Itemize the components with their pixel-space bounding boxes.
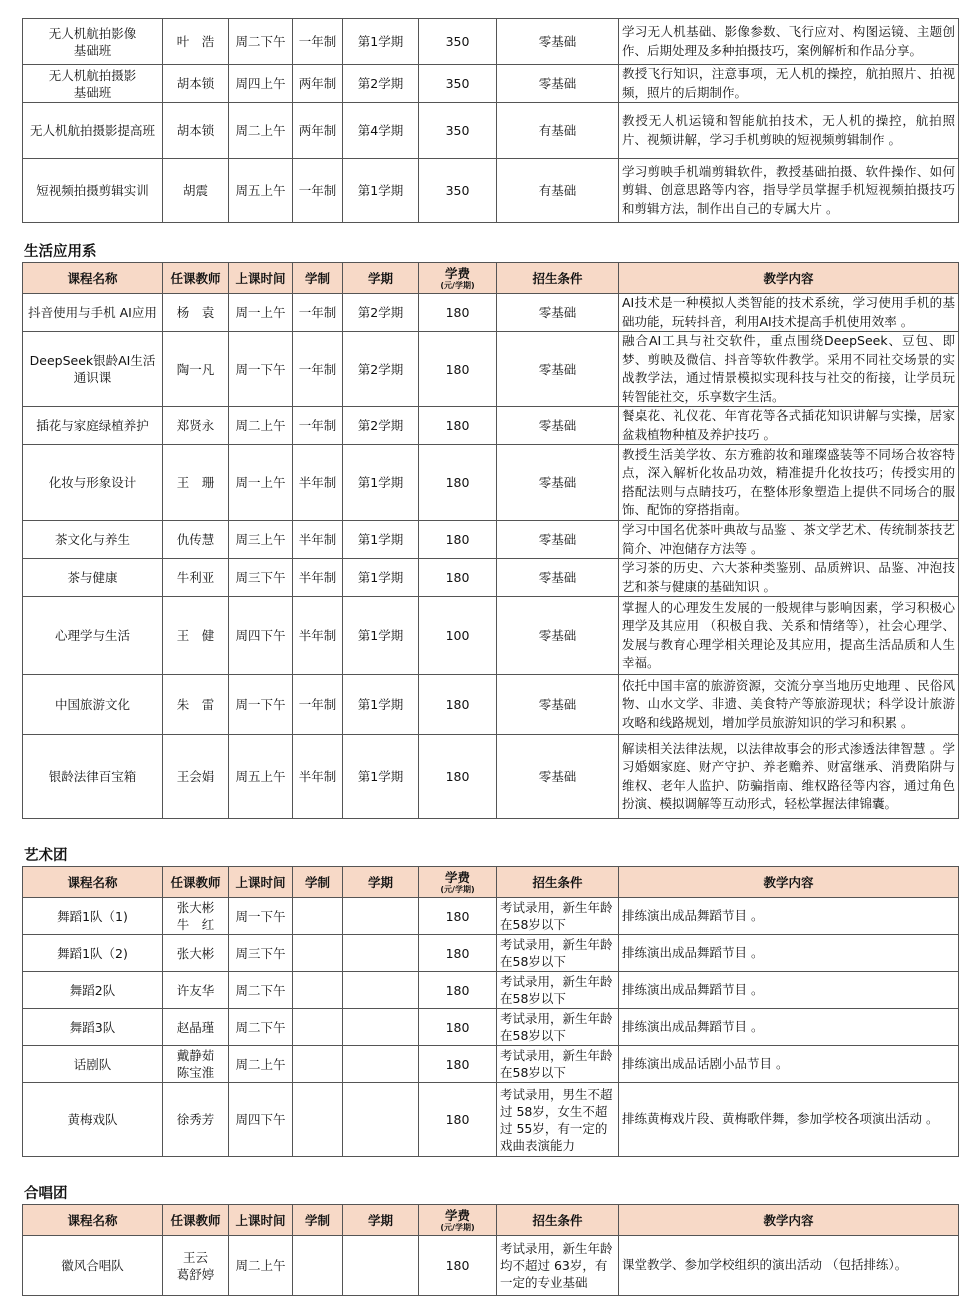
- fee-cell: 180: [419, 294, 497, 332]
- fee-cell: 180: [419, 559, 497, 597]
- section-title-life: 生活应用系: [24, 244, 97, 260]
- class-time-cell: 周二上午: [229, 1236, 293, 1296]
- class-time-cell: 周二上午: [229, 103, 293, 159]
- requirement-cell: 零基础: [497, 559, 619, 597]
- header-duration: 学制: [293, 263, 343, 294]
- content-cell: AI技术是一种模拟人类智能的技术系统，学习使用手机的基础功能，玩转抖音，利用AI技术提高手机使用效率 。: [619, 294, 959, 332]
- header-fee-unit: (元/学期): [440, 884, 475, 894]
- requirement-cell: 有基础: [497, 159, 619, 223]
- class-time-cell: 周一下午: [229, 332, 293, 407]
- header-requirement: 招生条件: [497, 1205, 619, 1236]
- header-fee: [419, 263, 497, 294]
- duration-cell: [293, 935, 343, 972]
- table-row: [23, 407, 959, 445]
- header-duration: 学制: [293, 867, 343, 898]
- teacher-cell: 许友华: [163, 972, 229, 1009]
- duration-cell: 半年制: [293, 521, 343, 559]
- table-row: [23, 559, 959, 597]
- table-row: [23, 19, 959, 65]
- duration-cell: 半年制: [293, 735, 343, 819]
- course-name-cell: 银龄法律百宝箱: [23, 735, 163, 819]
- duration-cell: 一年制: [293, 675, 343, 735]
- content-cell: 排练演出成品舞蹈节目 。: [619, 972, 959, 1009]
- class-time-cell: 周五上午: [229, 735, 293, 819]
- requirement-cell: 考试录用，新生年龄在58岁以下: [497, 1046, 619, 1083]
- teacher-cell: 仇传慧: [163, 521, 229, 559]
- course-name-cell: 无人机航拍摄影 基础班: [23, 65, 163, 103]
- course-name-cell: 黄梅戏队: [23, 1083, 163, 1157]
- class-time-cell: 周三上午: [229, 521, 293, 559]
- content-cell: 学习中国名优茶叶典故与品鉴 、茶文学艺术、传统制茶技艺简介、冲泡储存方法等 。: [619, 521, 959, 559]
- table-header-row: [23, 1205, 959, 1236]
- teacher-cell: 胡本锁: [163, 65, 229, 103]
- fee-cell: 100: [419, 597, 497, 675]
- content-cell: 排练演出成品舞蹈节目 。: [619, 935, 959, 972]
- course-name-cell: 中国旅游文化: [23, 675, 163, 735]
- course-name-cell: 抖音使用与手机 AI应用: [23, 294, 163, 332]
- table-row: [23, 332, 959, 407]
- duration-cell: [293, 972, 343, 1009]
- fee-cell: 350: [419, 65, 497, 103]
- teacher-cell: 赵晶瑾: [163, 1009, 229, 1046]
- teacher-cell: 王云 葛舒婷: [163, 1236, 229, 1296]
- requirement-cell: 零基础: [497, 19, 619, 65]
- content-cell: 教授飞行知识，注意事项，无人机的操控，航拍照片、拍视频，照片的后期制作。: [619, 65, 959, 103]
- course-name-cell: 舞蹈1队（2): [23, 935, 163, 972]
- header-teacher: 任课教师: [163, 867, 229, 898]
- content-cell: 排练演出成品话剧小品节目 。: [619, 1046, 959, 1083]
- course-name-cell: 短视频拍摄剪辑实训: [23, 159, 163, 223]
- course-name-cell: 无人机航拍影像 基础班: [23, 19, 163, 65]
- class-time-cell: 周二下午: [229, 972, 293, 1009]
- header-fee-label: 学费: [444, 869, 470, 885]
- requirement-cell: 考试录用，新生年龄在58岁以下: [497, 1009, 619, 1046]
- fee-cell: 180: [419, 935, 497, 972]
- header-class-time: 上课时间: [229, 867, 293, 898]
- semester-cell: 第4学期: [343, 103, 419, 159]
- fee-cell: 180: [419, 1009, 497, 1046]
- course-name-cell: 舞蹈2队: [23, 972, 163, 1009]
- semester-cell: [343, 972, 419, 1009]
- requirement-cell: 零基础: [497, 735, 619, 819]
- table-row: [23, 294, 959, 332]
- header-semester: 学期: [343, 1205, 419, 1236]
- fee-cell: 350: [419, 103, 497, 159]
- table-row: [23, 972, 959, 1009]
- table-row: [23, 1236, 959, 1296]
- content-cell: 餐桌花、礼仪花、年宵花等各式插花知识讲解与实操，居家盆栽植物种植及养护技巧 。: [619, 407, 959, 445]
- table-row: [23, 159, 959, 223]
- fee-cell: 180: [419, 332, 497, 407]
- duration-cell: 半年制: [293, 445, 343, 521]
- semester-cell: 第1学期: [343, 159, 419, 223]
- semester-cell: 第2学期: [343, 65, 419, 103]
- duration-cell: 一年制: [293, 332, 343, 407]
- table-row: [23, 445, 959, 521]
- semester-cell: 第1学期: [343, 675, 419, 735]
- fee-cell: 180: [419, 521, 497, 559]
- table-row: [23, 1046, 959, 1083]
- teacher-cell: 张大彬: [163, 935, 229, 972]
- header-course-name: 课程名称: [23, 867, 163, 898]
- class-time-cell: 周四上午: [229, 65, 293, 103]
- header-fee: [419, 867, 497, 898]
- table-row: [23, 935, 959, 972]
- table-row: [23, 1083, 959, 1157]
- class-time-cell: 周四下午: [229, 597, 293, 675]
- content-cell: 融合AI工具与社交软件，重点围绕DeepSeek、豆包、即梦、剪映及微信、抖音等软件教学。采用不同社交场景的实战教学法，通过情景模拟实现科技与社交的衔接，让学员玩转智能社交，乐享数字生活。: [619, 332, 959, 407]
- class-time-cell: 周三下午: [229, 559, 293, 597]
- requirement-cell: 零基础: [497, 445, 619, 521]
- fee-cell: 180: [419, 407, 497, 445]
- requirement-cell: 有基础: [497, 103, 619, 159]
- requirement-cell: 考试录用，新生年龄在58岁以下: [497, 972, 619, 1009]
- semester-cell: 第1学期: [343, 445, 419, 521]
- table-row: [23, 735, 959, 819]
- teacher-cell: 徐秀芳: [163, 1083, 229, 1157]
- duration-cell: 两年制: [293, 65, 343, 103]
- course-name-cell: 茶文化与养生: [23, 521, 163, 559]
- header-teacher: 任课教师: [163, 263, 229, 294]
- duration-cell: [293, 898, 343, 935]
- duration-cell: [293, 1236, 343, 1296]
- header-fee: [419, 1205, 497, 1236]
- content-cell: 依托中国丰富的旅游资源，交流分享当地历史地理 、民俗风物、山水文学、非遗、美食特产等旅游现状；科学设计旅游攻略和线路规划，增加学员旅游知识的学习和积累 。: [619, 675, 959, 735]
- requirement-cell: 考试录用，新生年龄均不超过 63岁，有一定的专业基础: [497, 1236, 619, 1296]
- table-row: [23, 65, 959, 103]
- content-cell: 课堂教学、参加学校组织的演出活动 （包括排练）。: [619, 1236, 959, 1296]
- requirement-cell: 零基础: [497, 521, 619, 559]
- header-teacher: 任课教师: [163, 1205, 229, 1236]
- duration-cell: 半年制: [293, 559, 343, 597]
- course-name-cell: 舞蹈3队: [23, 1009, 163, 1046]
- header-fee-unit: (元/学期): [440, 1222, 475, 1232]
- class-time-cell: 周二下午: [229, 19, 293, 65]
- duration-cell: 两年制: [293, 103, 343, 159]
- table-row: [23, 1009, 959, 1046]
- teacher-cell: 杨 袁: [163, 294, 229, 332]
- header-fee-label: 学费: [444, 265, 470, 281]
- content-cell: 排练演出成品舞蹈节目 。: [619, 1009, 959, 1046]
- header-fee-label: 学费: [444, 1207, 470, 1223]
- class-time-cell: 周一下午: [229, 675, 293, 735]
- teacher-cell: 王会娟: [163, 735, 229, 819]
- teacher-cell: 张大彬 牛 红: [163, 898, 229, 935]
- header-semester: 学期: [343, 263, 419, 294]
- course-name-cell: DeepSeek银龄AI生活 通识课: [23, 332, 163, 407]
- class-time-cell: 周二上午: [229, 407, 293, 445]
- header-content: 教学内容: [619, 867, 959, 898]
- duration-cell: 半年制: [293, 597, 343, 675]
- fee-cell: 180: [419, 1046, 497, 1083]
- class-time-cell: 周二下午: [229, 1009, 293, 1046]
- table-row: [23, 521, 959, 559]
- duration-cell: 一年制: [293, 294, 343, 332]
- duration-cell: 一年制: [293, 159, 343, 223]
- course-name-cell: 话剧队: [23, 1046, 163, 1083]
- class-time-cell: 周三下午: [229, 935, 293, 972]
- semester-cell: 第1学期: [343, 597, 419, 675]
- header-class-time: 上课时间: [229, 263, 293, 294]
- content-cell: 学习无人机基础、影像参数、飞行应对、构图运镜、主题创作、后期处理及多种拍摄技巧，案例解析和作品分享。: [619, 19, 959, 65]
- semester-cell: 第1学期: [343, 735, 419, 819]
- semester-cell: [343, 1083, 419, 1157]
- requirement-cell: 零基础: [497, 597, 619, 675]
- class-time-cell: 周四下午: [229, 1083, 293, 1157]
- content-cell: 排练黄梅戏片段、黄梅歌伴舞，参加学校各项演出活动 。: [619, 1083, 959, 1157]
- header-class-time: 上课时间: [229, 1205, 293, 1236]
- class-time-cell: 周五上午: [229, 159, 293, 223]
- teacher-cell: 牛利亚: [163, 559, 229, 597]
- semester-cell: 第2学期: [343, 294, 419, 332]
- content-cell: 排练演出成品舞蹈节目 。: [619, 898, 959, 935]
- semester-cell: 第1学期: [343, 521, 419, 559]
- fee-cell: 180: [419, 972, 497, 1009]
- table-row: [23, 675, 959, 735]
- header-fee-unit: (元/学期): [440, 280, 475, 290]
- table-header-row: [23, 263, 959, 294]
- content-cell: 教授无人机运镜和智能航拍技术，无人机的操控，航拍照片、视频讲解，学习手机剪映的短视频剪辑制作 。: [619, 103, 959, 159]
- duration-cell: 一年制: [293, 19, 343, 65]
- content-cell: 解读相关法律法规，以法律故事会的形式渗透法律智慧 。学习婚姻家庭、财产守护、养老赡养、财富继承、消费陷阱与维权、老年人监护、防骗指南、维权路径等内容，通过角色扮演、模拟调解等互动形式，轻松掌握法律锦囊。: [619, 735, 959, 819]
- fee-cell: 350: [419, 159, 497, 223]
- table-header-row: [23, 867, 959, 898]
- course-name-cell: 茶与健康: [23, 559, 163, 597]
- semester-cell: [343, 1236, 419, 1296]
- header-duration: 学制: [293, 1205, 343, 1236]
- course-name-cell: 插花与家庭绿植养护: [23, 407, 163, 445]
- duration-cell: [293, 1046, 343, 1083]
- semester-cell: 第2学期: [343, 332, 419, 407]
- content-cell: 掌握人的心理发生发展的一般规律与影响因素，学习积极心理学及其应用 （积极自我、关系和情绪等），社会心理学、发展与教育心理学相关理论及其应用，提高生活品质和人生幸福。: [619, 597, 959, 675]
- art-troupe-table: [22, 866, 959, 1157]
- teacher-cell: 王 健: [163, 597, 229, 675]
- semester-cell: [343, 1046, 419, 1083]
- requirement-cell: 考试录用，男生不超过 58岁，女生不超过 55岁，有一定的戏曲表演能力: [497, 1083, 619, 1157]
- requirement-cell: 零基础: [497, 332, 619, 407]
- semester-cell: [343, 1009, 419, 1046]
- semester-cell: 第1学期: [343, 19, 419, 65]
- teacher-cell: 王 珊: [163, 445, 229, 521]
- course-name-cell: 化妆与形象设计: [23, 445, 163, 521]
- teacher-cell: 胡震: [163, 159, 229, 223]
- course-name-cell: 心理学与生活: [23, 597, 163, 675]
- teacher-cell: 叶 浩: [163, 19, 229, 65]
- header-content: 教学内容: [619, 263, 959, 294]
- drone-course-table: [22, 18, 959, 223]
- duration-cell: [293, 1009, 343, 1046]
- fee-cell: 180: [419, 1083, 497, 1157]
- semester-cell: 第1学期: [343, 559, 419, 597]
- content-cell: 学习茶的历史、六大茶种类鉴别、品质辨识、品鉴、冲泡技艺和茶与健康的基础知识 。: [619, 559, 959, 597]
- choir-table: [22, 1204, 959, 1296]
- header-content: 教学内容: [619, 1205, 959, 1236]
- teacher-cell: 郑贤永: [163, 407, 229, 445]
- semester-cell: 第2学期: [343, 407, 419, 445]
- header-course-name: 课程名称: [23, 263, 163, 294]
- fee-cell: 180: [419, 675, 497, 735]
- course-name-cell: 徽风合唱队: [23, 1236, 163, 1296]
- header-requirement: 招生条件: [497, 867, 619, 898]
- teacher-cell: 陶一凡: [163, 332, 229, 407]
- requirement-cell: 零基础: [497, 407, 619, 445]
- semester-cell: [343, 898, 419, 935]
- table-row: [23, 898, 959, 935]
- fee-cell: 180: [419, 898, 497, 935]
- duration-cell: [293, 1083, 343, 1157]
- duration-cell: 一年制: [293, 407, 343, 445]
- table-row: [23, 103, 959, 159]
- semester-cell: [343, 935, 419, 972]
- requirement-cell: 零基础: [497, 675, 619, 735]
- requirement-cell: 零基础: [497, 294, 619, 332]
- section-title-art: 艺术团: [24, 848, 68, 864]
- section-title-choir: 合唱团: [24, 1186, 68, 1202]
- requirement-cell: 考试录用，新生年龄在58岁以下: [497, 898, 619, 935]
- content-cell: 教授生活美学妆、东方雅韵妆和璀璨盛装等不同场合妆容特点，深入解析化妆品功效，精准提升化妆技巧；传授实用的搭配法则与点睛技巧，在整体形象塑造上提供不同场合的服饰、配饰的穿搭指南。: [619, 445, 959, 521]
- requirement-cell: 考试录用，新生年龄在58岁以下: [497, 935, 619, 972]
- fee-cell: 180: [419, 1236, 497, 1296]
- teacher-cell: 胡本锁: [163, 103, 229, 159]
- course-name-cell: 舞蹈1队（1): [23, 898, 163, 935]
- course-name-cell: 无人机航拍摄影提高班: [23, 103, 163, 159]
- header-course-name: 课程名称: [23, 1205, 163, 1236]
- class-time-cell: 周一上午: [229, 445, 293, 521]
- class-time-cell: 周一上午: [229, 294, 293, 332]
- fee-cell: 180: [419, 735, 497, 819]
- fee-cell: 180: [419, 445, 497, 521]
- fee-cell: 350: [419, 19, 497, 65]
- requirement-cell: 零基础: [497, 65, 619, 103]
- header-requirement: 招生条件: [497, 263, 619, 294]
- teacher-cell: 朱 雷: [163, 675, 229, 735]
- class-time-cell: 周一下午: [229, 898, 293, 935]
- class-time-cell: 周二上午: [229, 1046, 293, 1083]
- table-row: [23, 597, 959, 675]
- life-course-table: [22, 262, 959, 819]
- header-semester: 学期: [343, 867, 419, 898]
- content-cell: 学习剪映手机端剪辑软件，教授基础拍摄、软件操作、如何剪辑、创意思路等内容，指导学员掌握手机短视频拍摄技巧和剪辑方法，制作出自己的专属大片 。: [619, 159, 959, 223]
- teacher-cell: 戴静茹 陈宝淮: [163, 1046, 229, 1083]
